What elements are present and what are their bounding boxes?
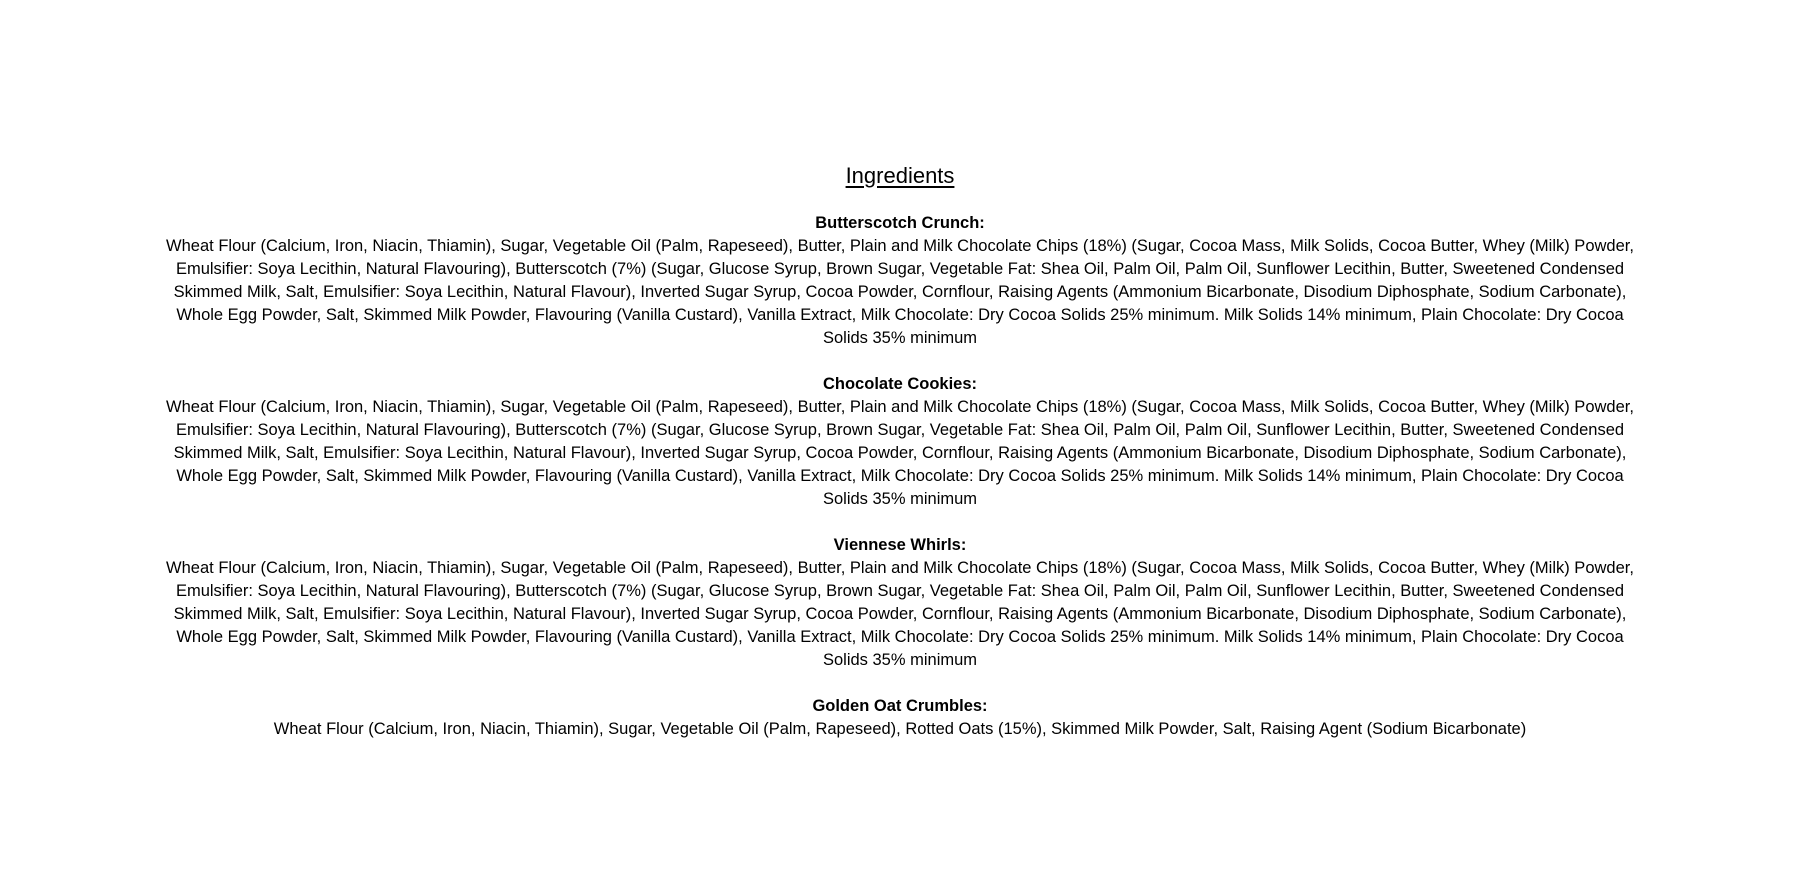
section-ingredients-text: Wheat Flour (Calcium, Iron, Niacin, Thiamin), Sugar, Vegetable Oil (Palm, Rapeseed), Rotted Oats (15%), Skimmed Milk Powder, Salt, Raising Agent (Sodium Bicarbonate) — [273, 720, 1527, 738]
section-ingredients-text: Wheat Flour (Calcium, Iron, Niacin, Thiamin), Sugar, Vegetable Oil (Palm, Rapeseed), Butter, Plain and Milk Chocolate Chips (18%) (Sugar, Cocoa Mass, Milk Solids, Cocoa Butter, Whey (Milk) Powder, Emulsifier: Soya Lecithin, Natural Flavouring), Butterscotch (7%) (Sugar, Glucose Syrup, Brown Sugar, Vegetable Fat: Shea Oil, Palm Oil, Palm Oil, Sunflower Lecithin, Butter, Sweetened Condensed Skimmed Milk, Salt, Emulsifier: Soya Lecithin, Natural Flavour), Inverted Sugar Syrup, Cocoa Powder, Cornflour, Raising Agents (Ammonium Bicarbonate, Disodium Diphosphate, Sodium Carbonate), Whole Egg Powder, Salt, Skimmed Milk Powder, Flavouring (Vanilla Custard), Vanilla Extract, Milk Chocolate: Dry Cocoa Solids 25% minimum. Milk Solids 14% minimum, Plain Chocolate: Dry Cocoa Solids 35% minimum — [166, 398, 1634, 508]
section-heading: Chocolate Cookies: — [822, 375, 978, 393]
ingredients-section-golden-oat-crumbles — [165, 695, 1635, 741]
document-title: Ingredients — [845, 163, 955, 188]
section-heading: Butterscotch Crunch: — [815, 214, 985, 232]
ingredients-section-butterscotch-crunch — [165, 212, 1635, 350]
section-ingredients-text: Wheat Flour (Calcium, Iron, Niacin, Thiamin), Sugar, Vegetable Oil (Palm, Rapeseed), Butter, Plain and Milk Chocolate Chips (18%) (Sugar, Cocoa Mass, Milk Solids, Cocoa Butter, Whey (Milk) Powder, Emulsifier: Soya Lecithin, Natural Flavouring), Butterscotch (7%) (Sugar, Glucose Syrup, Brown Sugar, Vegetable Fat: Shea Oil, Palm Oil, Palm Oil, Sunflower Lecithin, Butter, Sweetened Condensed Skimmed Milk, Salt, Emulsifier: Soya Lecithin, Natural Flavour), Inverted Sugar Syrup, Cocoa Powder, Cornflour, Raising Agents (Ammonium Bicarbonate, Disodium Diphosphate, Sodium Carbonate), Whole Egg Powder, Salt, Skimmed Milk Powder, Flavouring (Vanilla Custard), Vanilla Extract, Milk Chocolate: Dry Cocoa Solids 25% minimum. Milk Solids 14% minimum, Plain Chocolate: Dry Cocoa Solids 35% minimum — [166, 237, 1634, 347]
section-heading: Viennese Whirls: — [833, 536, 967, 554]
ingredients-section-viennese-whirls — [165, 534, 1635, 672]
section-ingredients-text: Wheat Flour (Calcium, Iron, Niacin, Thiamin), Sugar, Vegetable Oil (Palm, Rapeseed), Butter, Plain and Milk Chocolate Chips (18%) (Sugar, Cocoa Mass, Milk Solids, Cocoa Butter, Whey (Milk) Powder, Emulsifier: Soya Lecithin, Natural Flavouring), Butterscotch (7%) (Sugar, Glucose Syrup, Brown Sugar, Vegetable Fat: Shea Oil, Palm Oil, Palm Oil, Sunflower Lecithin, Butter, Sweetened Condensed Skimmed Milk, Salt, Emulsifier: Soya Lecithin, Natural Flavour), Inverted Sugar Syrup, Cocoa Powder, Cornflour, Raising Agents (Ammonium Bicarbonate, Disodium Diphosphate, Sodium Carbonate), Whole Egg Powder, Salt, Skimmed Milk Powder, Flavouring (Vanilla Custard), Vanilla Extract, Milk Chocolate: Dry Cocoa Solids 25% minimum. Milk Solids 14% minimum, Plain Chocolate: Dry Cocoa Solids 35% minimum — [166, 559, 1634, 669]
ingredients-section-chocolate-cookies — [165, 373, 1635, 511]
section-heading: Golden Oat Crumbles: — [812, 697, 988, 715]
